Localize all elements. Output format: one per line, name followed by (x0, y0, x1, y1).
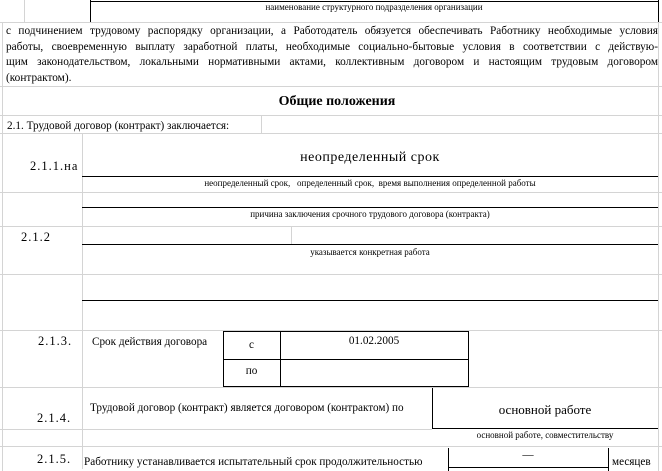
item-2-1-4-number: 2.1.4. (37, 411, 72, 425)
contract-type-value[interactable]: основной работе (498, 402, 592, 417)
from-date-value[interactable]: 01.02.2005 (348, 335, 400, 347)
item-2-1-5-number: 2.1.5. (37, 452, 72, 466)
intro-line: с подчинением трудовому распорядку организации, а Работодатель обязуется обеспечивать Работнику необходимые условия (6, 25, 658, 37)
from-label: с (249, 339, 254, 351)
intro-line: работы, своевременную выплату заработной платы, необходимые социально-бытовые условия в соответствии с действую- (6, 40, 658, 53)
section-title: Общие положения (278, 94, 396, 109)
validity-label: Срок действия договора (92, 336, 208, 348)
item-2-1-2-number: 2.1.2 (21, 230, 51, 244)
department-caption: наименование структурного подразделения организации (265, 2, 483, 12)
intro-paragraph (6, 24, 658, 86)
contract-type-label: Трудовой договор (контракт) является договором (контрактом) по (90, 402, 404, 414)
item-2-1-1-number: 2.1.1.на (30, 159, 79, 173)
to-label: по (245, 365, 258, 377)
term-hint: неопределенный срок, определенный срок, время выполнения определенной работы (204, 178, 536, 188)
intro-line: (контрактом). (6, 71, 72, 84)
item-2-1-label: 2.1. Трудовой договор (контракт) заключается: (7, 120, 230, 132)
work-caption: указывается конкретная работа (310, 247, 430, 257)
probation-unit: месяцев (612, 456, 651, 468)
probation-value[interactable]: — (522, 449, 534, 461)
probation-label: Работнику устанавливается испытательный срок продолжительностью (84, 456, 423, 468)
intro-line: щим законодательством, локальными нормативными актами, коллективным договором и настоящим трудовым договором (6, 56, 658, 69)
contract-type-hint: основной работе, совместительству (476, 430, 614, 440)
item-2-1-3-number: 2.1.3. (38, 334, 73, 348)
term-value[interactable]: неопределенный срок (300, 150, 440, 165)
reason-caption: причина заключения срочного трудового договора (контракта) (250, 209, 490, 219)
